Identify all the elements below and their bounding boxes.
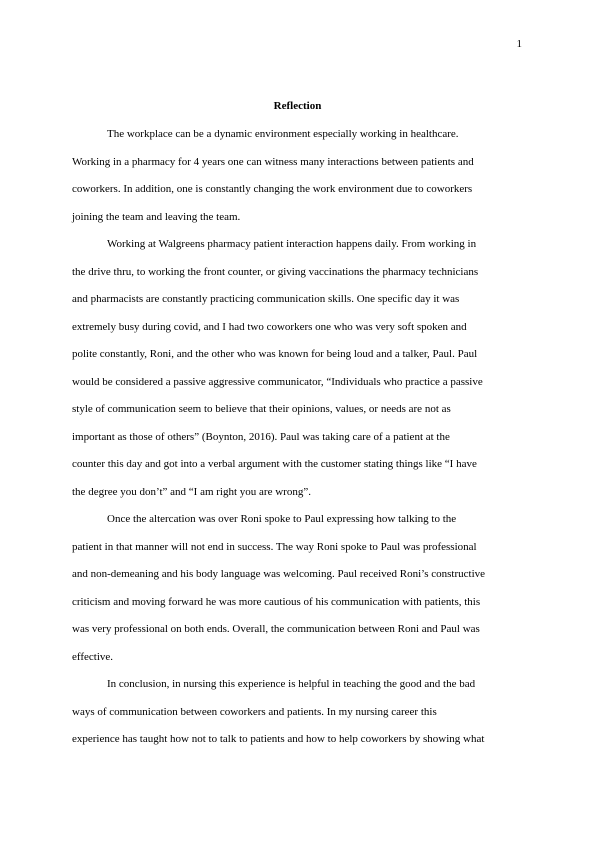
text-line: and non-demeaning and his body language was welcoming. Paul received Roni’s constructive — [72, 568, 486, 580]
text-line: joining the team and leaving the team. — [72, 210, 241, 223]
text-line: ways of communication between coworkers and patients. In my nursing career this — [72, 705, 437, 718]
text-line: criticism and moving forward he was more cautious of his communication with patients, this — [72, 595, 481, 608]
text-line: and pharmacists are constantly practicing communication skills. One specific day it was — [72, 293, 460, 305]
text-line: would be considered a passive aggressive communicator, “Individuals who practice a passive — [72, 375, 483, 388]
text-line: patient in that manner will not end in success. The way Roni spoke to Paul was professional — [72, 540, 477, 553]
text-line: was very professional on both ends. Overall, the communication between Roni and Paul was — [72, 623, 480, 635]
text-line: Once the altercation was over Roni spoke to Paul expressing how talking to the — [107, 513, 457, 525]
text-line: coworkers. In addition, one is constantly changing the work environment due to coworkers — [72, 183, 473, 195]
text-line: extremely busy during covid, and I had two coworkers one who was very soft spoken and — [72, 320, 467, 333]
text-line: polite constantly, Roni, and the other who was known for being loud and a talker, Paul. Paul — [72, 348, 478, 360]
text-line: important as those of others” (Boynton, 2016). Paul was taking care of a patient at the — [72, 430, 450, 443]
text-line: The workplace can be a dynamic environment especially working in healthcare. — [107, 128, 459, 140]
text-line: In conclusion, in nursing this experience is helpful in teaching the good and the bad — [107, 678, 476, 690]
document-title: Reflection — [273, 100, 322, 112]
page-number: 1 — [516, 38, 522, 50]
text-line: counter this day and got into a verbal argument with the customer stating things like “I have — [72, 458, 477, 470]
text-line: Working at Walgreens pharmacy patient interaction happens daily. From working in — [107, 238, 477, 250]
text-line: style of communication seem to believe that their opinions, values, or needs are not as — [72, 403, 451, 415]
text-line: the degree you don’t” and “I am right you are wrong”. — [72, 485, 311, 498]
text-line: the drive thru, to working the front counter, or giving vaccinations the pharmacy technicians — [72, 265, 479, 278]
text-line: experience has taught how not to talk to patients and how to help coworkers by showing what — [72, 733, 485, 745]
text-line: Working in a pharmacy for 4 years one can witness many interactions between patients and — [72, 155, 474, 168]
text-line: effective. — [72, 650, 114, 663]
